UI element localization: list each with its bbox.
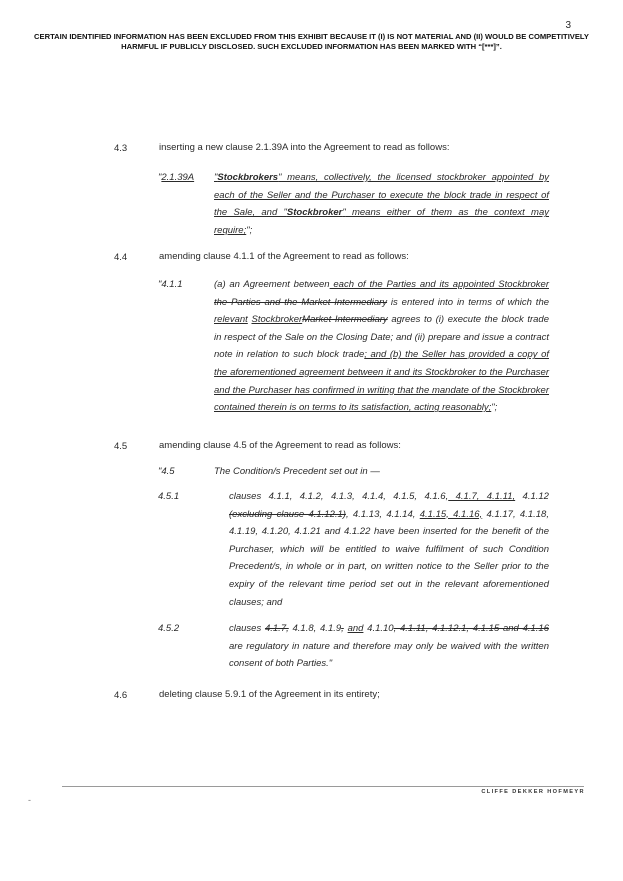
- footer-rule: [62, 786, 584, 787]
- section-number: 4.3: [114, 143, 128, 154]
- section-text: inserting a new clause 2.1.39A into the Agreement to read as follows:: [159, 142, 450, 153]
- margin-mark: -: [28, 795, 31, 805]
- clause-label: "4.5: [158, 466, 175, 477]
- section-number: 4.4: [114, 252, 128, 263]
- section-number: 4.6: [114, 690, 128, 701]
- clause-452-text: clauses 4.1.7, 4.1.8, 4.1.9, and 4.1.10, 4.1.11, 4.1.12.1, 4.1.15 and 4.1.16 are regulatory in nature and therefore may only be waived with the written consent of both Parties.": [229, 623, 549, 670]
- clause-2139A-text: "Stockbrokers" means, collectively, the licensed stockbroker appointed by each of the Seller and the Purchaser to execute the block trade in respect of the Sale, and "Stockbroker" means either of them as the context may require;";: [214, 172, 549, 236]
- page-number: 3: [565, 20, 571, 31]
- clause-label: "4.1.1: [158, 279, 183, 290]
- confidentiality-notice: CERTAIN IDENTIFIED INFORMATION HAS BEEN EXCLUDED FROM THIS EXHIBIT BECAUSE IT (I) IS NOT MATERIAL AND (II) WOULD BE COMPETITIVELY HARMFUL IF PUBLICLY DISCLOSED. SUCH EXCLUDED INFORMATION HAS BEEN MARKED WITH “[***]”.: [34, 32, 589, 51]
- clause-label: 4.5.2: [158, 623, 180, 634]
- clause-label: 4.5.1: [158, 491, 180, 502]
- section-text: amending clause 4.5 of the Agreement to read as follows:: [159, 440, 401, 451]
- section-number: 4.5: [114, 441, 128, 452]
- clause-451-text: clauses 4.1.1, 4.1.2, 4.1.3, 4.1.4, 4.1.5, 4.1.6, 4.1.7, 4.1.11, 4.1.12 (excluding clause 4.1.12.1), 4.1.13, 4.1.14, 4.1.15, 4.1.16, 4.1.17, 4.1.18, 4.1.19, 4.1.20, 4.1.21 and 4.1.22 have been inserted for the benefit of the Purchaser, which will be entitled to waive fulfilment of such Condition Precedent/s, in whole or in part, on written notice to the Seller prior to the expiry of the relevant time period set out in the relevant aforementioned clauses; and: [229, 491, 549, 608]
- clause-45-text: The Condition/s Precedent set out in —: [214, 466, 380, 477]
- firm-name: CLIFFE DEKKER HOFMEYR: [481, 789, 585, 795]
- section-text: deleting clause 5.9.1 of the Agreement in its entirety;: [159, 689, 380, 700]
- section-text: amending clause 4.1.1 of the Agreement to read as follows:: [159, 251, 409, 262]
- clause-411-text: (a) an Agreement between each of the Parties and its appointed Stockbroker the Parties and the Market Intermediary is entered into in terms of which the relevant StockbrokerMarket Intermediary agrees to (i) execute the block trade in respect of the Sale on the Closing Date; and (ii) prepare and issue a contract note in relation to such block trade; and (b) the Seller has provided a copy of the aforementioned agreement between it and its Stockbroker to the Purchaser and the Purchaser has confirmed in writing that the mandate of the Stockbroker contained therein is on terms to its satisfaction, acting reasonably;";: [214, 279, 550, 414]
- clause-label: "2.1.39A: [158, 172, 195, 183]
